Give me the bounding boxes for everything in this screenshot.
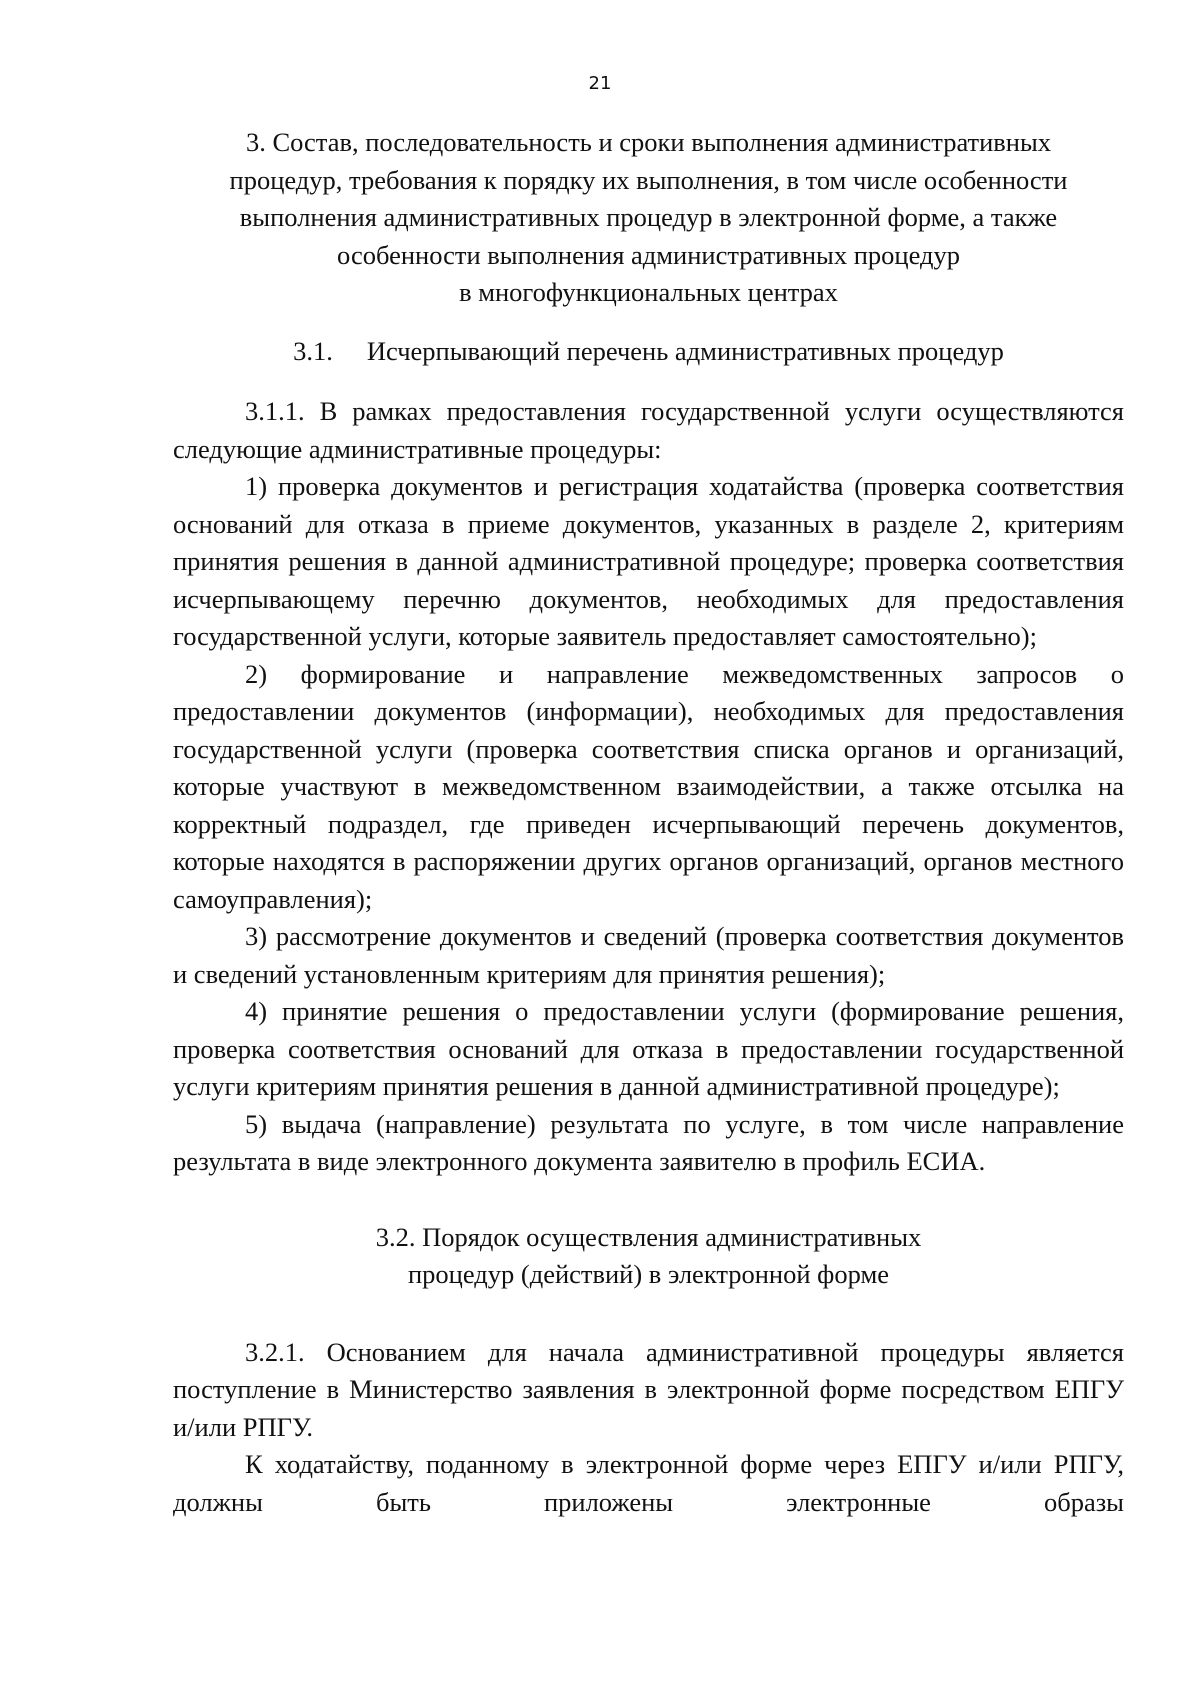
section-3-1-title: Исчерпывающий перечень административных процедур <box>366 335 1004 366</box>
list-item-5: 5) выдача (направление) результата по услуге, в том числе направление результата в виде электронного документа заявителю в профиль ЕСИА. <box>173 1108 1124 1176</box>
section-3-heading-line: в многофункциональных центрах <box>459 277 838 307</box>
list-item-2: 2) формирование и направление межведомственных запросов о предоставлении документов (информации), необходимых для предоставления государственной услуги (проверка соответствия списка органов и организаций, которые участвуют в межведомственном взаимодействии, а также отсылка на корректный подраздел, где приведен исчерпывающий перечень документов, которые находятся в распоряжении других органов организаций, органов местного самоуправления); <box>173 658 1124 914</box>
list-item-1: 1) проверка документов и регистрация ходатайства (проверка соответствия оснований для отказа в приеме документов, указанных в разделе 2, критериям принятия решения в данной административной процедуре; проверка соответствия исчерпывающему перечню документов, необходимых для предоставления государственной услуги, которые заявитель предоставляет самостоятельно); <box>173 471 1124 651</box>
paragraph-3-1-1: 3.1.1. В рамках предоставления государственной услуги осуществляются следующие административные процедуры: <box>173 396 1124 464</box>
page-number: 21 <box>588 73 612 94</box>
section-3-heading <box>173 124 1124 312</box>
section-3-heading-line: особенности выполнения административных процедур <box>337 239 960 270</box>
section-3-2-heading-line: 3.2. Порядок осуществления административных <box>375 1221 922 1252</box>
section-3-2-heading <box>173 1219 1124 1294</box>
document-body <box>173 124 1124 1521</box>
section-3-heading-line: процедур, требования к порядку их выполнения, в том числе особенности <box>229 164 1068 195</box>
list-item-4: 4) принятие решения о предоставлении услуги (формирование решения, проверка соответствия оснований для отказа в предоставлении государственной услуги критериям принятия решения в данной административной процедуре); <box>173 996 1124 1101</box>
section-3-1-heading <box>173 333 1124 371</box>
paragraph-3-2-1: 3.2.1. Основанием для начала административной процедуры является поступление в Министерство заявления в электронной форме посредством ЕПГУ и/или РПГУ. <box>173 1336 1124 1442</box>
list-item-3: 3) рассмотрение документов и сведений (проверка соответствия документов и сведений установленным критериям для принятия решения); <box>173 921 1124 989</box>
section-3-heading-line: 3. Состав, последовательность и сроки выполнения административных <box>245 127 1052 157</box>
paragraph-attachments: К ходатайству, поданному в электронной форме через ЕПГУ и/или РПГУ, должны быть приложены электронные образы <box>173 1449 1124 1517</box>
section-3-1-number: 3.1. <box>293 335 333 366</box>
section-3-heading-line: выполнения административных процедур в электронной форме, а также <box>239 202 1058 232</box>
section-3-2-heading-line: процедур (действий) в электронной форме <box>408 1259 889 1289</box>
